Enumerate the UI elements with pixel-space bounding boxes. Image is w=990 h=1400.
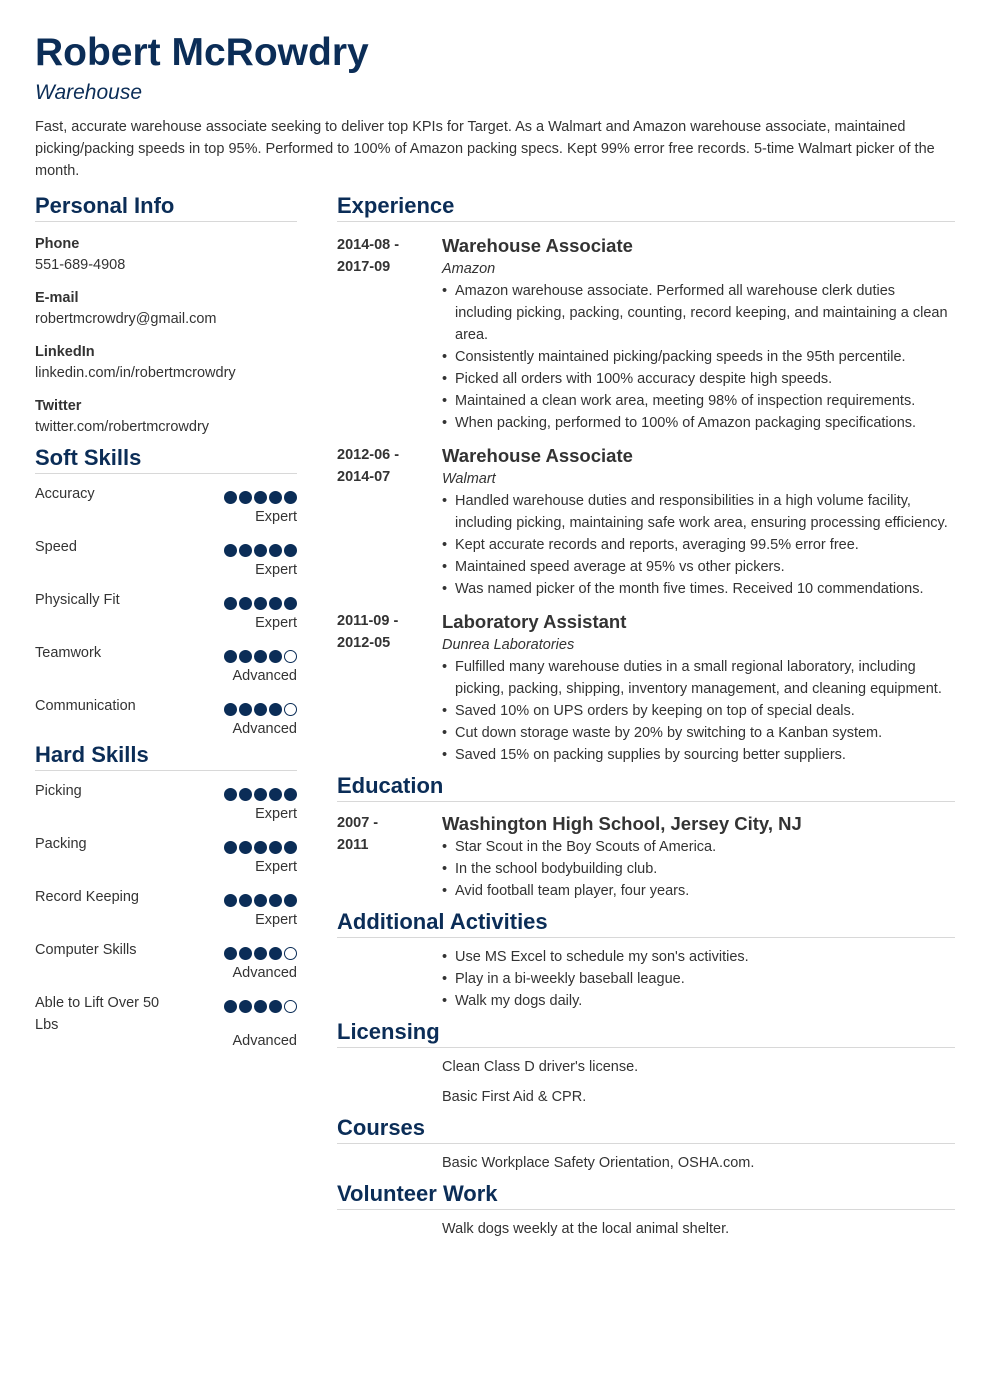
skill-level: Expert bbox=[255, 806, 297, 822]
skill-item bbox=[35, 633, 297, 686]
job-date-end: 2014-07 bbox=[337, 469, 391, 485]
skill-level: Advanced bbox=[232, 1033, 297, 1049]
job-date-end: 2012-05 bbox=[337, 635, 391, 651]
rating-dot-filled bbox=[239, 841, 252, 854]
job-body bbox=[442, 610, 955, 766]
licensing-title: Licensing bbox=[337, 1018, 955, 1048]
job-title: Laboratory Assistant bbox=[442, 611, 627, 632]
job-dates bbox=[337, 610, 417, 654]
skill-item bbox=[35, 983, 297, 1051]
education-title: Education bbox=[337, 772, 955, 802]
rating-dot-filled bbox=[269, 650, 282, 663]
activities-title: Additional Activities bbox=[337, 908, 955, 938]
rating-dot-filled bbox=[284, 841, 297, 854]
job-company: Amazon bbox=[442, 261, 496, 277]
skill-rating bbox=[224, 703, 297, 717]
right-column bbox=[337, 192, 955, 1240]
list-item: • Walk my dogs daily. bbox=[455, 990, 955, 1012]
licensing-item: Clean Class D driver's license. bbox=[442, 1059, 639, 1075]
skill-name: Teamwork bbox=[35, 645, 102, 661]
skill-rating bbox=[224, 597, 297, 611]
rating-dot-filled bbox=[239, 788, 252, 801]
info-item bbox=[35, 288, 297, 330]
rating-dot-filled bbox=[269, 788, 282, 801]
skill-name: Record Keeping bbox=[35, 889, 139, 905]
job-body bbox=[442, 234, 955, 434]
rating-dot-filled bbox=[224, 544, 237, 557]
list-item: • Picked all orders with 100% accuracy despite high speeds. bbox=[455, 368, 955, 390]
skill-name: Computer Skills bbox=[35, 942, 137, 958]
hard-skills-title: Hard Skills bbox=[35, 741, 297, 771]
left-column bbox=[35, 192, 297, 1051]
rating-dot-filled bbox=[224, 650, 237, 663]
education-dates bbox=[337, 812, 417, 856]
skill-rating bbox=[224, 947, 297, 961]
info-value: twitter.com/robertmcrowdry bbox=[35, 419, 210, 435]
info-value: 551-689-4908 bbox=[35, 257, 126, 273]
skill-rating bbox=[224, 788, 297, 802]
rating-dot-filled bbox=[224, 841, 237, 854]
list-item: • Saved 15% on packing supplies by sourcing better suppliers. bbox=[455, 744, 955, 766]
job-date-start: 2014-08 - bbox=[337, 237, 400, 253]
rating-dot-filled bbox=[284, 491, 297, 504]
activities-bullets bbox=[442, 946, 955, 1012]
rating-dot-filled bbox=[284, 544, 297, 557]
rating-dot-filled bbox=[284, 597, 297, 610]
job-body bbox=[442, 444, 955, 600]
rating-dot-filled bbox=[224, 947, 237, 960]
rating-dot-filled bbox=[254, 841, 267, 854]
job-date-end: 2017-09 bbox=[337, 259, 391, 275]
rating-dot-filled bbox=[254, 1000, 267, 1013]
skill-item bbox=[35, 930, 297, 983]
info-item bbox=[35, 396, 297, 438]
rating-dot-filled bbox=[269, 841, 282, 854]
list-item: • Fulfilled many warehouse duties in a small regional laboratory, including picking, packing, shipping, inventory management, and cleaning equipment. bbox=[455, 656, 955, 700]
skill-name: Packing bbox=[35, 836, 87, 852]
candidate-name: Robert McRowdry bbox=[35, 31, 369, 74]
course-item: Basic Workplace Safety Orientation, OSHA.com. bbox=[442, 1155, 755, 1171]
personal-info-title: Personal Info bbox=[35, 192, 297, 222]
skill-level: Expert bbox=[255, 615, 297, 631]
rating-dot-empty bbox=[284, 650, 297, 663]
rating-dot-filled bbox=[269, 597, 282, 610]
rating-dot-filled bbox=[239, 491, 252, 504]
rating-dot-empty bbox=[284, 1000, 297, 1013]
job-title: Warehouse Associate bbox=[442, 445, 633, 466]
skill-rating bbox=[224, 491, 297, 505]
personal-info-list bbox=[35, 234, 297, 438]
rating-dot-empty bbox=[284, 703, 297, 716]
rating-dot-filled bbox=[239, 544, 252, 557]
skill-item bbox=[35, 771, 297, 824]
courses-title: Courses bbox=[337, 1114, 955, 1144]
rating-dot-filled bbox=[254, 544, 267, 557]
list-item: • When packing, performed to 100% of Amazon packaging specifications. bbox=[455, 412, 955, 434]
skill-rating bbox=[224, 650, 297, 664]
skill-level: Expert bbox=[255, 562, 297, 578]
job-dates bbox=[337, 234, 417, 278]
rating-dot-filled bbox=[269, 544, 282, 557]
rating-dot-filled bbox=[224, 1000, 237, 1013]
rating-dot-filled bbox=[269, 947, 282, 960]
skill-item bbox=[35, 686, 297, 739]
job-bullets bbox=[442, 656, 955, 766]
list-item: • In the school bodybuilding club. bbox=[455, 858, 955, 880]
rating-dot-filled bbox=[269, 1000, 282, 1013]
skill-rating bbox=[224, 544, 297, 558]
skill-rating bbox=[224, 1000, 297, 1014]
rating-dot-filled bbox=[269, 491, 282, 504]
job-company: Dunrea Laboratories bbox=[442, 637, 575, 653]
hard-skills-list bbox=[35, 771, 297, 1051]
info-label: LinkedIn bbox=[35, 344, 95, 360]
rating-dot-filled bbox=[239, 597, 252, 610]
info-label: Phone bbox=[35, 236, 80, 252]
rating-dot-filled bbox=[224, 788, 237, 801]
rating-dot-filled bbox=[254, 947, 267, 960]
skill-name: Picking bbox=[35, 783, 82, 799]
list-item: • Maintained speed average at 95% vs other pickers. bbox=[455, 556, 955, 578]
skill-rating bbox=[224, 894, 297, 908]
list-item: • Maintained a clean work area, meeting 98% of inspection requirements. bbox=[455, 390, 955, 412]
skill-name: Communication bbox=[35, 698, 136, 714]
job-dates bbox=[337, 444, 417, 488]
school-name: Washington High School, Jersey City, NJ bbox=[442, 813, 802, 834]
job-date-start: 2012-06 - bbox=[337, 447, 400, 463]
rating-dot-filled bbox=[269, 894, 282, 907]
list-item: • Consistently maintained picking/packing speeds in the 95th percentile. bbox=[455, 346, 955, 368]
list-item: • Kept accurate records and reports, averaging 99.5% error free. bbox=[455, 534, 955, 556]
education-date-start: 2007 - bbox=[337, 815, 379, 831]
education-bullets bbox=[442, 836, 955, 902]
rating-dot-filled bbox=[254, 650, 267, 663]
education-body bbox=[442, 812, 955, 902]
info-item bbox=[35, 234, 297, 276]
skill-item bbox=[35, 824, 297, 877]
rating-dot-filled bbox=[224, 703, 237, 716]
rating-dot-filled bbox=[239, 947, 252, 960]
rating-dot-filled bbox=[239, 650, 252, 663]
rating-dot-empty bbox=[284, 947, 297, 960]
skill-name: Speed bbox=[35, 539, 77, 555]
candidate-role: Warehouse bbox=[35, 81, 143, 104]
rating-dot-filled bbox=[254, 597, 267, 610]
skill-item bbox=[35, 580, 297, 633]
info-value: robertmcrowdry@gmail.com bbox=[35, 311, 217, 327]
experience-item bbox=[337, 610, 955, 766]
rating-dot-filled bbox=[284, 894, 297, 907]
skill-level: Expert bbox=[255, 859, 297, 875]
list-item: • Cut down storage waste by 20% by switching to a Kanban system. bbox=[455, 722, 955, 744]
skill-rating bbox=[224, 841, 297, 855]
job-date-start: 2011-09 - bbox=[337, 613, 399, 629]
licensing-item: Basic First Aid & CPR. bbox=[442, 1089, 587, 1105]
skill-item bbox=[35, 527, 297, 580]
skill-level: Expert bbox=[255, 912, 297, 928]
summary: Fast, accurate warehouse associate seeking to deliver top KPIs for Target. As a Walmart and Amazon warehouse associate, maintained picking/packing speeds in top 95%. Performed to 100% of Amazon packing specs. Kept 99% error free records. 5-time Walmart picker of the month. bbox=[35, 119, 935, 179]
rating-dot-filled bbox=[254, 894, 267, 907]
volunteer-item: Walk dogs weekly at the local animal shelter. bbox=[442, 1221, 730, 1237]
skill-item bbox=[35, 474, 297, 527]
rating-dot-filled bbox=[239, 894, 252, 907]
rating-dot-filled bbox=[254, 491, 267, 504]
list-item: • Play in a bi-weekly baseball league. bbox=[455, 968, 955, 990]
list-item: • Was named picker of the month five times. Received 10 commendations. bbox=[455, 578, 955, 600]
rating-dot-filled bbox=[254, 703, 267, 716]
experience-title: Experience bbox=[337, 192, 955, 222]
rating-dot-filled bbox=[239, 703, 252, 716]
job-company: Walmart bbox=[442, 471, 496, 487]
rating-dot-filled bbox=[254, 788, 267, 801]
volunteer-title: Volunteer Work bbox=[337, 1180, 955, 1210]
rating-dot-filled bbox=[239, 1000, 252, 1013]
list-item: • Amazon warehouse associate. Performed all warehouse clerk duties including picking, packing, counting, record keeping, and maintaining a clean area. bbox=[455, 280, 955, 346]
experience-item bbox=[337, 444, 955, 600]
info-item bbox=[35, 342, 297, 384]
skill-name: Physically Fit bbox=[35, 592, 120, 608]
experience-item bbox=[337, 234, 955, 434]
list-item: • Avid football team player, four years. bbox=[455, 880, 955, 902]
list-item: • Use MS Excel to schedule my son's activities. bbox=[455, 946, 955, 968]
skill-level: Advanced bbox=[232, 965, 297, 981]
job-bullets bbox=[442, 280, 955, 434]
info-value: linkedin.com/in/robertmcrowdry bbox=[35, 365, 236, 381]
skill-name: Able to Lift Over 50 Lbs bbox=[35, 995, 160, 1033]
skill-level: Expert bbox=[255, 509, 297, 525]
education-date-end: 2011 bbox=[337, 837, 369, 853]
education-item bbox=[337, 812, 955, 902]
skill-level: Advanced bbox=[232, 721, 297, 737]
rating-dot-filled bbox=[224, 597, 237, 610]
skill-item bbox=[35, 877, 297, 930]
skill-level: Advanced bbox=[232, 668, 297, 684]
soft-skills-list bbox=[35, 474, 297, 739]
info-label: E-mail bbox=[35, 290, 79, 306]
rating-dot-filled bbox=[224, 491, 237, 504]
list-item: • Star Scout in the Boy Scouts of America. bbox=[455, 836, 955, 858]
rating-dot-filled bbox=[284, 788, 297, 801]
job-title: Warehouse Associate bbox=[442, 235, 633, 256]
rating-dot-filled bbox=[224, 894, 237, 907]
list-item: • Saved 10% on UPS orders by keeping on top of special deals. bbox=[455, 700, 955, 722]
skill-name: Accuracy bbox=[35, 486, 95, 502]
soft-skills-title: Soft Skills bbox=[35, 444, 297, 474]
rating-dot-filled bbox=[269, 703, 282, 716]
info-label: Twitter bbox=[35, 398, 82, 414]
list-item: • Handled warehouse duties and responsibilities in a high volume facility, including picking, maintaining safe work area, ensuring processing efficiency. bbox=[455, 490, 955, 534]
job-bullets bbox=[442, 490, 955, 600]
